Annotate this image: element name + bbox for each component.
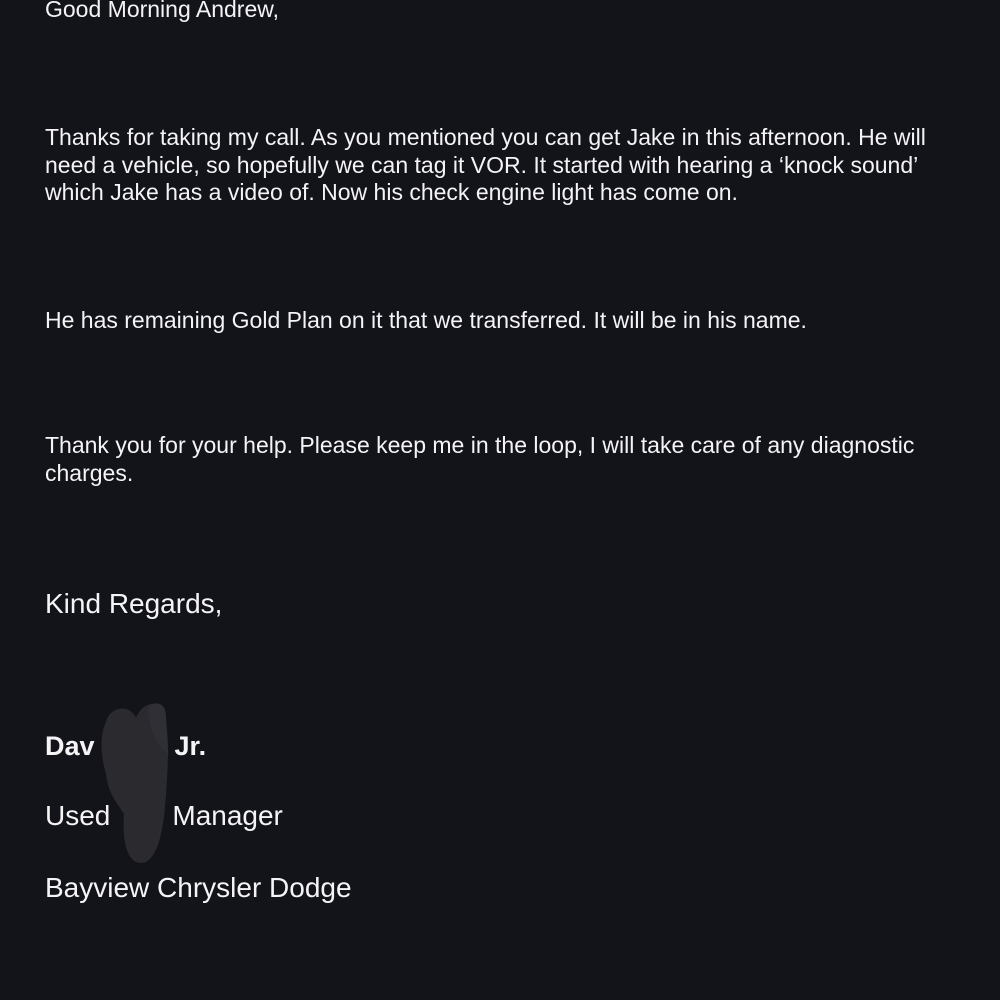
email-greeting: Good Morning Andrew, bbox=[45, 0, 279, 22]
signature-name-end: Jr. bbox=[174, 731, 207, 761]
signature-title-start: Used bbox=[45, 800, 111, 831]
email-paragraph-3: Thank you for your help. Please keep me in the loop, I will take care of any diagnostic charges. bbox=[45, 432, 915, 486]
signature-title-end: Manager bbox=[172, 800, 283, 831]
redaction-scribble bbox=[88, 694, 183, 866]
signature-name-start: Dav bbox=[45, 731, 95, 761]
email-paragraph-2: He has remaining Gold Plan on it that we transferred. It will be in his name. bbox=[45, 307, 807, 333]
signature-company: Bayview Chrysler Dodge bbox=[45, 872, 352, 903]
email-closing: Kind Regards, bbox=[45, 588, 223, 619]
email-paragraph-1: Thanks for taking my call. As you mentioned you can get Jake in this afternoon. He will need a vehicle, so hopefully we can tag it VOR. It started with hearing a ‘knock sound’ which Jake has a video of. Now his check engine light has come on. bbox=[45, 124, 926, 205]
